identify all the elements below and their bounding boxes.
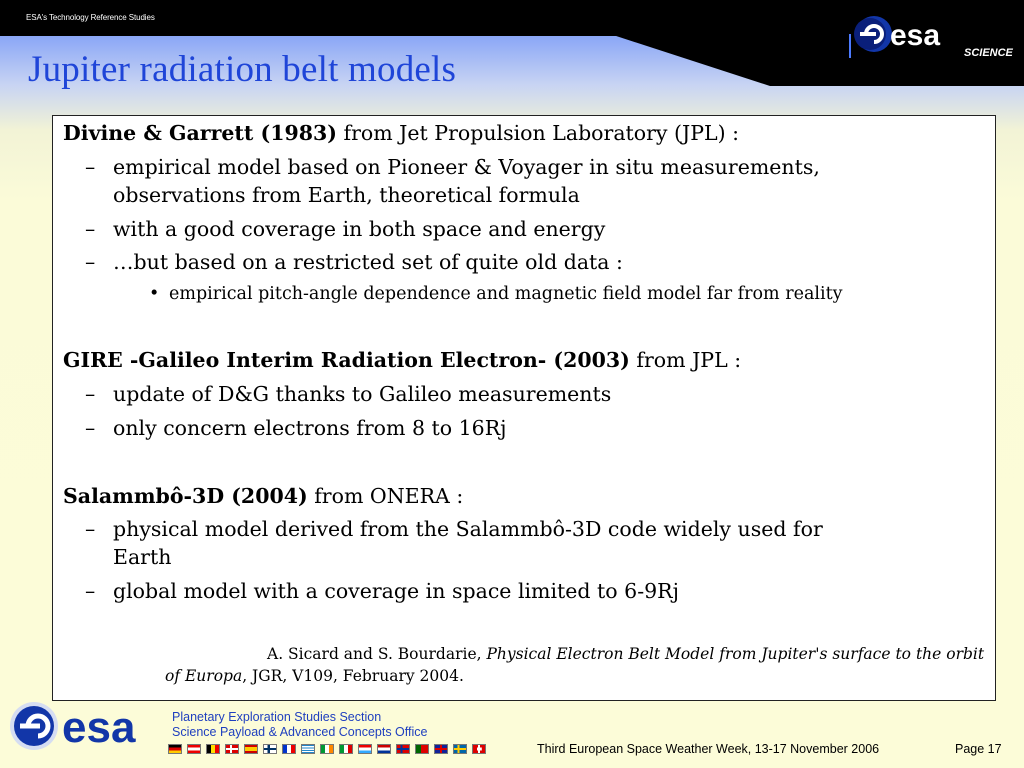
- list-item: – …but based on a restricted set of quite old data :: [85, 250, 623, 274]
- footer-section-name: Planetary Exploration Studies Section: [172, 710, 382, 724]
- uk-flag: [434, 744, 448, 754]
- svg-text:esa: esa: [890, 19, 941, 52]
- greece-flag: [301, 744, 315, 754]
- section-heading: Divine & Garrett (1983) from Jet Propulsion Laboratory (JPL) :: [63, 121, 740, 145]
- dash-marker: –: [85, 250, 96, 274]
- list-item: – update of D&G thanks to Galileo measurements: [85, 382, 612, 406]
- belgium-flag: [206, 744, 220, 754]
- esa-science-logo: [848, 12, 1018, 64]
- list-item: – empirical model based on Pioneer & Voyager in situ measurements, observations from Earth, theoretical formula: [85, 155, 820, 207]
- list-item: – with a good coverage in both space and energy: [85, 217, 606, 241]
- norway-flag: [396, 744, 410, 754]
- ireland-flag: [320, 744, 334, 754]
- footer-event-name: Third European Space Weather Week, 13-17 November 2006: [537, 742, 880, 756]
- reference-citation: A. Sicard and S. Bourdarie, Physical Electron Belt Model from Jupiter's surface to the orbit of Europa, JGR, V109, February 2004.: [165, 645, 985, 685]
- luxembourg-flag: [358, 744, 372, 754]
- spain-flag: [244, 744, 258, 754]
- content-panel: [52, 115, 996, 701]
- section-heading: GIRE -Galileo Interim Radiation Electron- (2003) from JPL :: [63, 348, 742, 372]
- dash-marker: –: [85, 517, 96, 541]
- portugal-flag: [415, 744, 429, 754]
- header-tagline: ESA's Technology Reference Studies: [26, 13, 155, 22]
- list-item: – physical model derived from the Salammbô-3D code widely used for Earth: [85, 517, 823, 569]
- list-item: – only concern electrons from 8 to 16Rj: [85, 416, 507, 440]
- sub-list-item: • empirical pitch-angle dependence and magnetic field model far from reality: [149, 284, 843, 304]
- list-item: – global model with a coverage in space limited to 6-9Rj: [85, 579, 679, 603]
- dash-marker: –: [85, 416, 96, 440]
- france-flag: [282, 744, 296, 754]
- dash-marker: –: [85, 579, 96, 603]
- svg-text:esa: esa: [62, 703, 136, 752]
- page-number: Page 17: [955, 742, 1002, 756]
- austria-flag: [187, 744, 201, 754]
- denmark-flag: [225, 744, 239, 754]
- footer-office-name: Science Payload & Advanced Concepts Office: [172, 725, 428, 739]
- italy-flag: [339, 744, 353, 754]
- svg-text:SCIENCE: SCIENCE: [964, 47, 1013, 59]
- switzerland-flag: [472, 744, 486, 754]
- dash-marker: –: [85, 382, 96, 406]
- sweden-flag: [453, 744, 467, 754]
- dash-marker: –: [85, 155, 96, 179]
- netherlands-flag: [377, 744, 391, 754]
- section-heading: Salammbô-3D (2004) from ONERA :: [63, 484, 464, 508]
- germany-flag: [168, 744, 182, 754]
- slide-title: Jupiter radiation belt models: [28, 49, 457, 90]
- esa-footer-logo: [4, 700, 164, 752]
- finland-flag: [263, 744, 277, 754]
- dash-marker: –: [85, 217, 96, 241]
- bullet-marker: •: [149, 284, 160, 304]
